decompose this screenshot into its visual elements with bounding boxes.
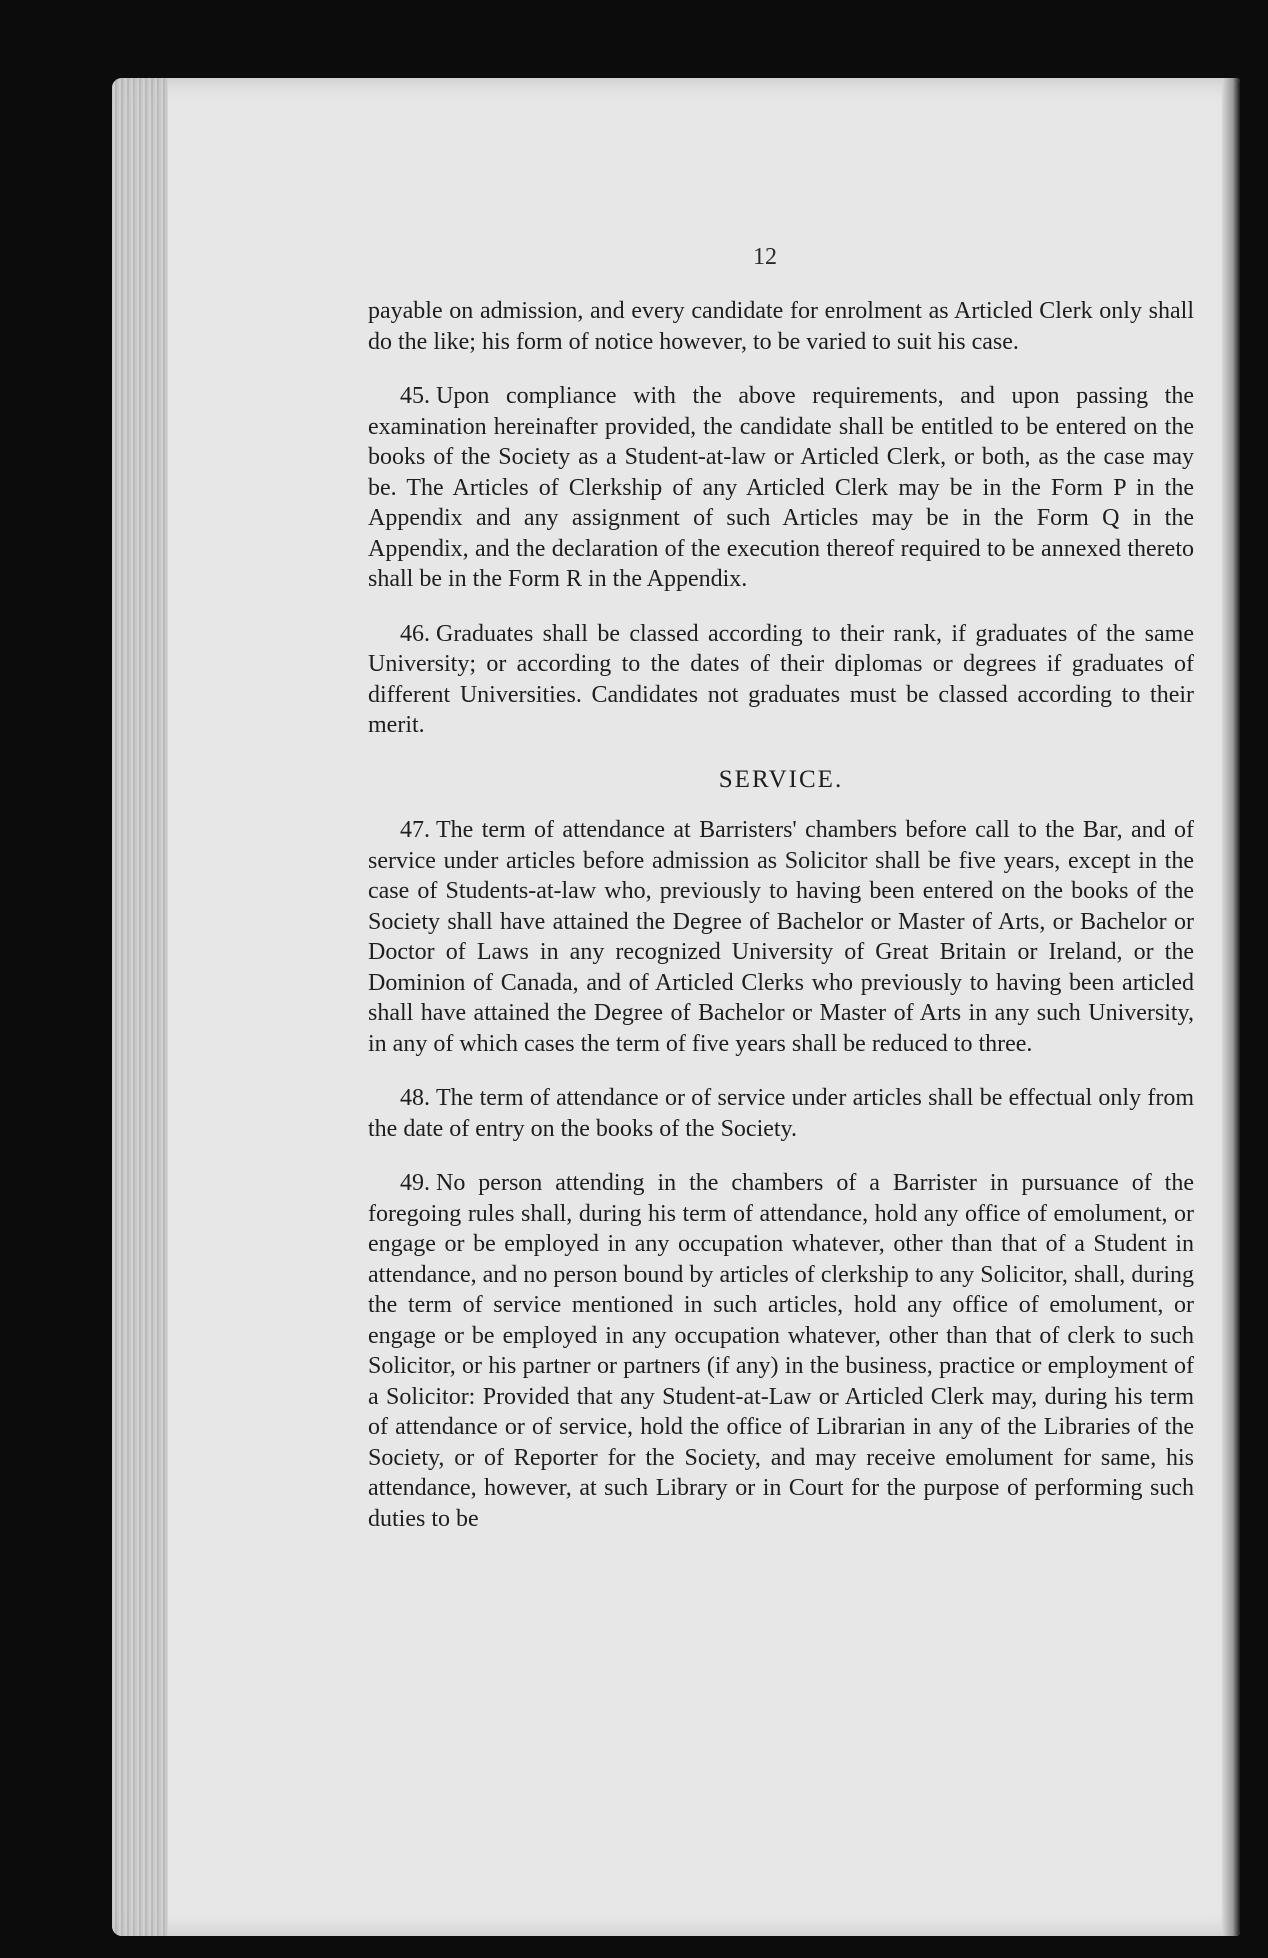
paragraph-46 [368, 619, 1194, 741]
section-text: The term of attendance at Barristers' chambers before call to the Bar, and of service under articles before admission as Solicitor shall be five years, except in the case of Students-at-law who, previously to having been entered on the books of the Society shall have attained the Degree of Bachelor or Master of Arts, or Bachelor or Doctor of Laws in any recognized University of Great Britain or Ireland, or the Dominion of Canada, and of Articled Clerks who previously to having been articled shall have attained the Degree of Bachelor or Master of Arts in any such University, in any of which cases the term of five years shall be reduced to three. [368, 817, 1194, 1057]
section-text: Upon compliance with the above requirements, and upon passing the examination hereinafter provided, the candidate shall be entitled to be entered on the books of the Society as a Student-at-law or Articled Clerk, or both, as the case may be. The Articles of Clerkship of any Articled Clerk may be in the Form P in the Appendix and any assignment of such Articles may be in the Form Q in the Appendix, and the declaration of the execution thereof required to be annexed thereto shall be in the Form R in the Appendix. [368, 383, 1194, 592]
section-number: 47. [400, 817, 430, 843]
paragraph-49 [368, 1168, 1194, 1534]
section-number: 49. [400, 1170, 430, 1196]
paragraph-48 [368, 1083, 1194, 1144]
section-text: The term of attendance or of service under articles shall be effectual only from the date of entry on the books of the Society. [368, 1085, 1194, 1142]
section-number: 48. [400, 1085, 430, 1111]
section-text: No person attending in the chambers of a Barrister in pursuance of the foregoing rules shall, during his term of attendance, hold any office of emolument, or engage or be employed in any occupation whatever, other than that of a Student in attendance, and no person bound by articles of clerkship to any Solicitor, shall, during the term of service mentioned in such articles, hold any office of emolument, or engage or be employed in any occupation whatever, other than that of clerk to such Solicitor, or his partner or partners (if any) in the business, practice or employment of a Solicitor: Provided that any Student-at-Law or Articled Clerk may, during his term of attendance or of service, hold the office of Librarian in any of the Libraries of the Society, or of Reporter for the Society, and may receive emolument for same, his attendance, however, at such Library or in Court for the purpose of performing such duties to be [368, 1170, 1194, 1532]
section-number: 45. [400, 383, 430, 409]
book-binding-edge [112, 78, 168, 1936]
page-right-edge [1222, 78, 1240, 1936]
paragraph-47 [368, 815, 1194, 1059]
document-body [368, 296, 1194, 1558]
paragraph-continuation: payable on admission, and every candidate for enrolment as Articled Clerk only shall do the like; his form of notice however, to be varied to suit his case. [368, 298, 1194, 355]
section-number: 46. [400, 620, 430, 647]
section-text: Graduates shall be classed according to their rank, if graduates of the same University; or according to the dates of their diplomas or degrees if graduates of different Universities. Candidates not graduates must be classed according to their merit. [368, 620, 1194, 738]
section-heading-service: SERVICE. [718, 765, 844, 793]
page-number: 12 [753, 244, 777, 270]
paragraph-45 [368, 381, 1194, 595]
